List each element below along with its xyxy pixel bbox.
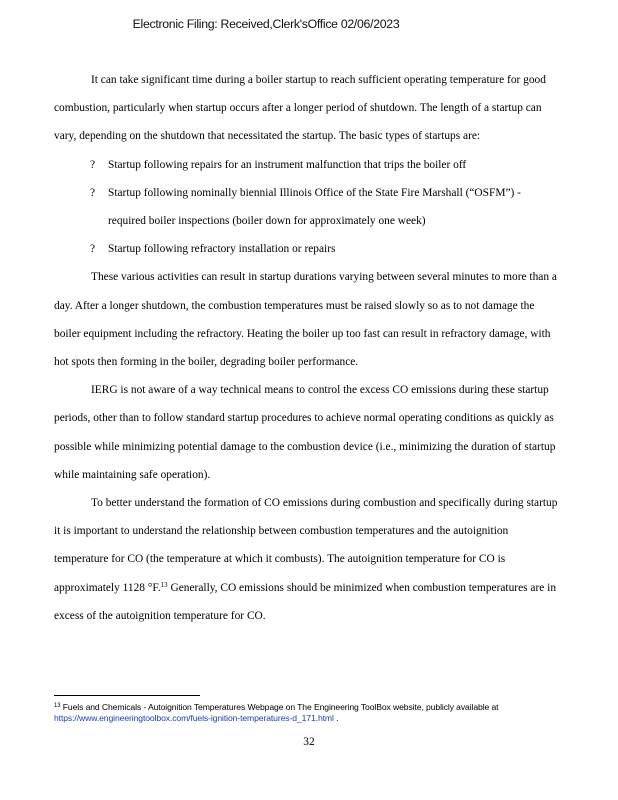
footnote-text: Fuels and Chemicals - Autoignition Temperatures Webpage on The Engineering ToolBox website, publicly available at [60, 702, 499, 712]
startup-types-list [54, 151, 560, 264]
footnote-link[interactable]: https://www.engineeringtoolbox.com/fuels-ignition-temperatures-d_171.html [54, 713, 334, 724]
footnote-reference[interactable]: 13 [160, 580, 168, 589]
list-item [54, 235, 560, 263]
bullet-glyph: ? [90, 186, 96, 199]
autoignition-text: To better understand the formation of CO emissions during combustion and specifically during startup it is important to understand the relationship between combustion temperatures and the autoignition temperature for CO (the temperature at which it combusts). The autoignition temperature for CO is approximately 1128 °F. [54, 497, 558, 594]
list-item [54, 151, 560, 179]
footnote [54, 702, 564, 724]
paragraph-ierg-controls: IERG is not aware of a way technical means to control the excess CO emissions during these startup periods, other than to follow standard startup procedures to achieve normal operating conditions as quickly as possible while minimizing potential damage to the combustion device (i.e., minimizing the duration of startup while maintaining safe operation). [54, 384, 556, 481]
footnote-separator [54, 695, 200, 696]
list-item-text: Startup following refractory installation or repairs [108, 243, 336, 256]
list-item [54, 179, 560, 235]
bullet-glyph: ? [90, 158, 96, 171]
document-body [54, 66, 560, 630]
footnote-trail: . [333, 713, 339, 724]
list-item-text-continued: required boiler inspections (boiler down for approximately one week) [108, 215, 426, 228]
paragraph-startup-intro: It can take significant time during a boiler startup to reach sufficient operating temperature for good combustion, particularly when startup occurs after a longer period of shutdown. The length of a startup can vary, depending on the shutdown that necessitated the startup. The basic types of startups are: [54, 74, 546, 143]
page-number: 32 [303, 736, 315, 748]
paragraph-startup-durations: These various activities can result in startup durations varying between several minutes to more than a day. After a longer shutdown, the combustion temperatures must be raised slowly so as to not damage the boiler equipment including the refractory. Heating the boiler up too fast can result in refractory damage, with hot spots then forming in the boiler, degrading boiler performance. [54, 271, 557, 369]
autoignition-text-continued: Generally, CO emissions should be minimized when combustion temperatures are in excess of the autoignition temperature for CO. [54, 581, 557, 622]
footnote-number: 13 [54, 703, 61, 709]
list-item-text: Startup following nominally biennial Illinois Office of the State Fire Marshall (“OSFM”) - [108, 186, 521, 199]
bullet-glyph: ? [90, 243, 96, 256]
filing-stamp-header: Electronic Filing: Received,Clerk'sOffice 02/06/2023 [132, 17, 400, 31]
list-item-text: Startup following repairs for an instrument malfunction that trips the boiler off [108, 158, 467, 171]
paragraph-autoignition [54, 489, 560, 630]
